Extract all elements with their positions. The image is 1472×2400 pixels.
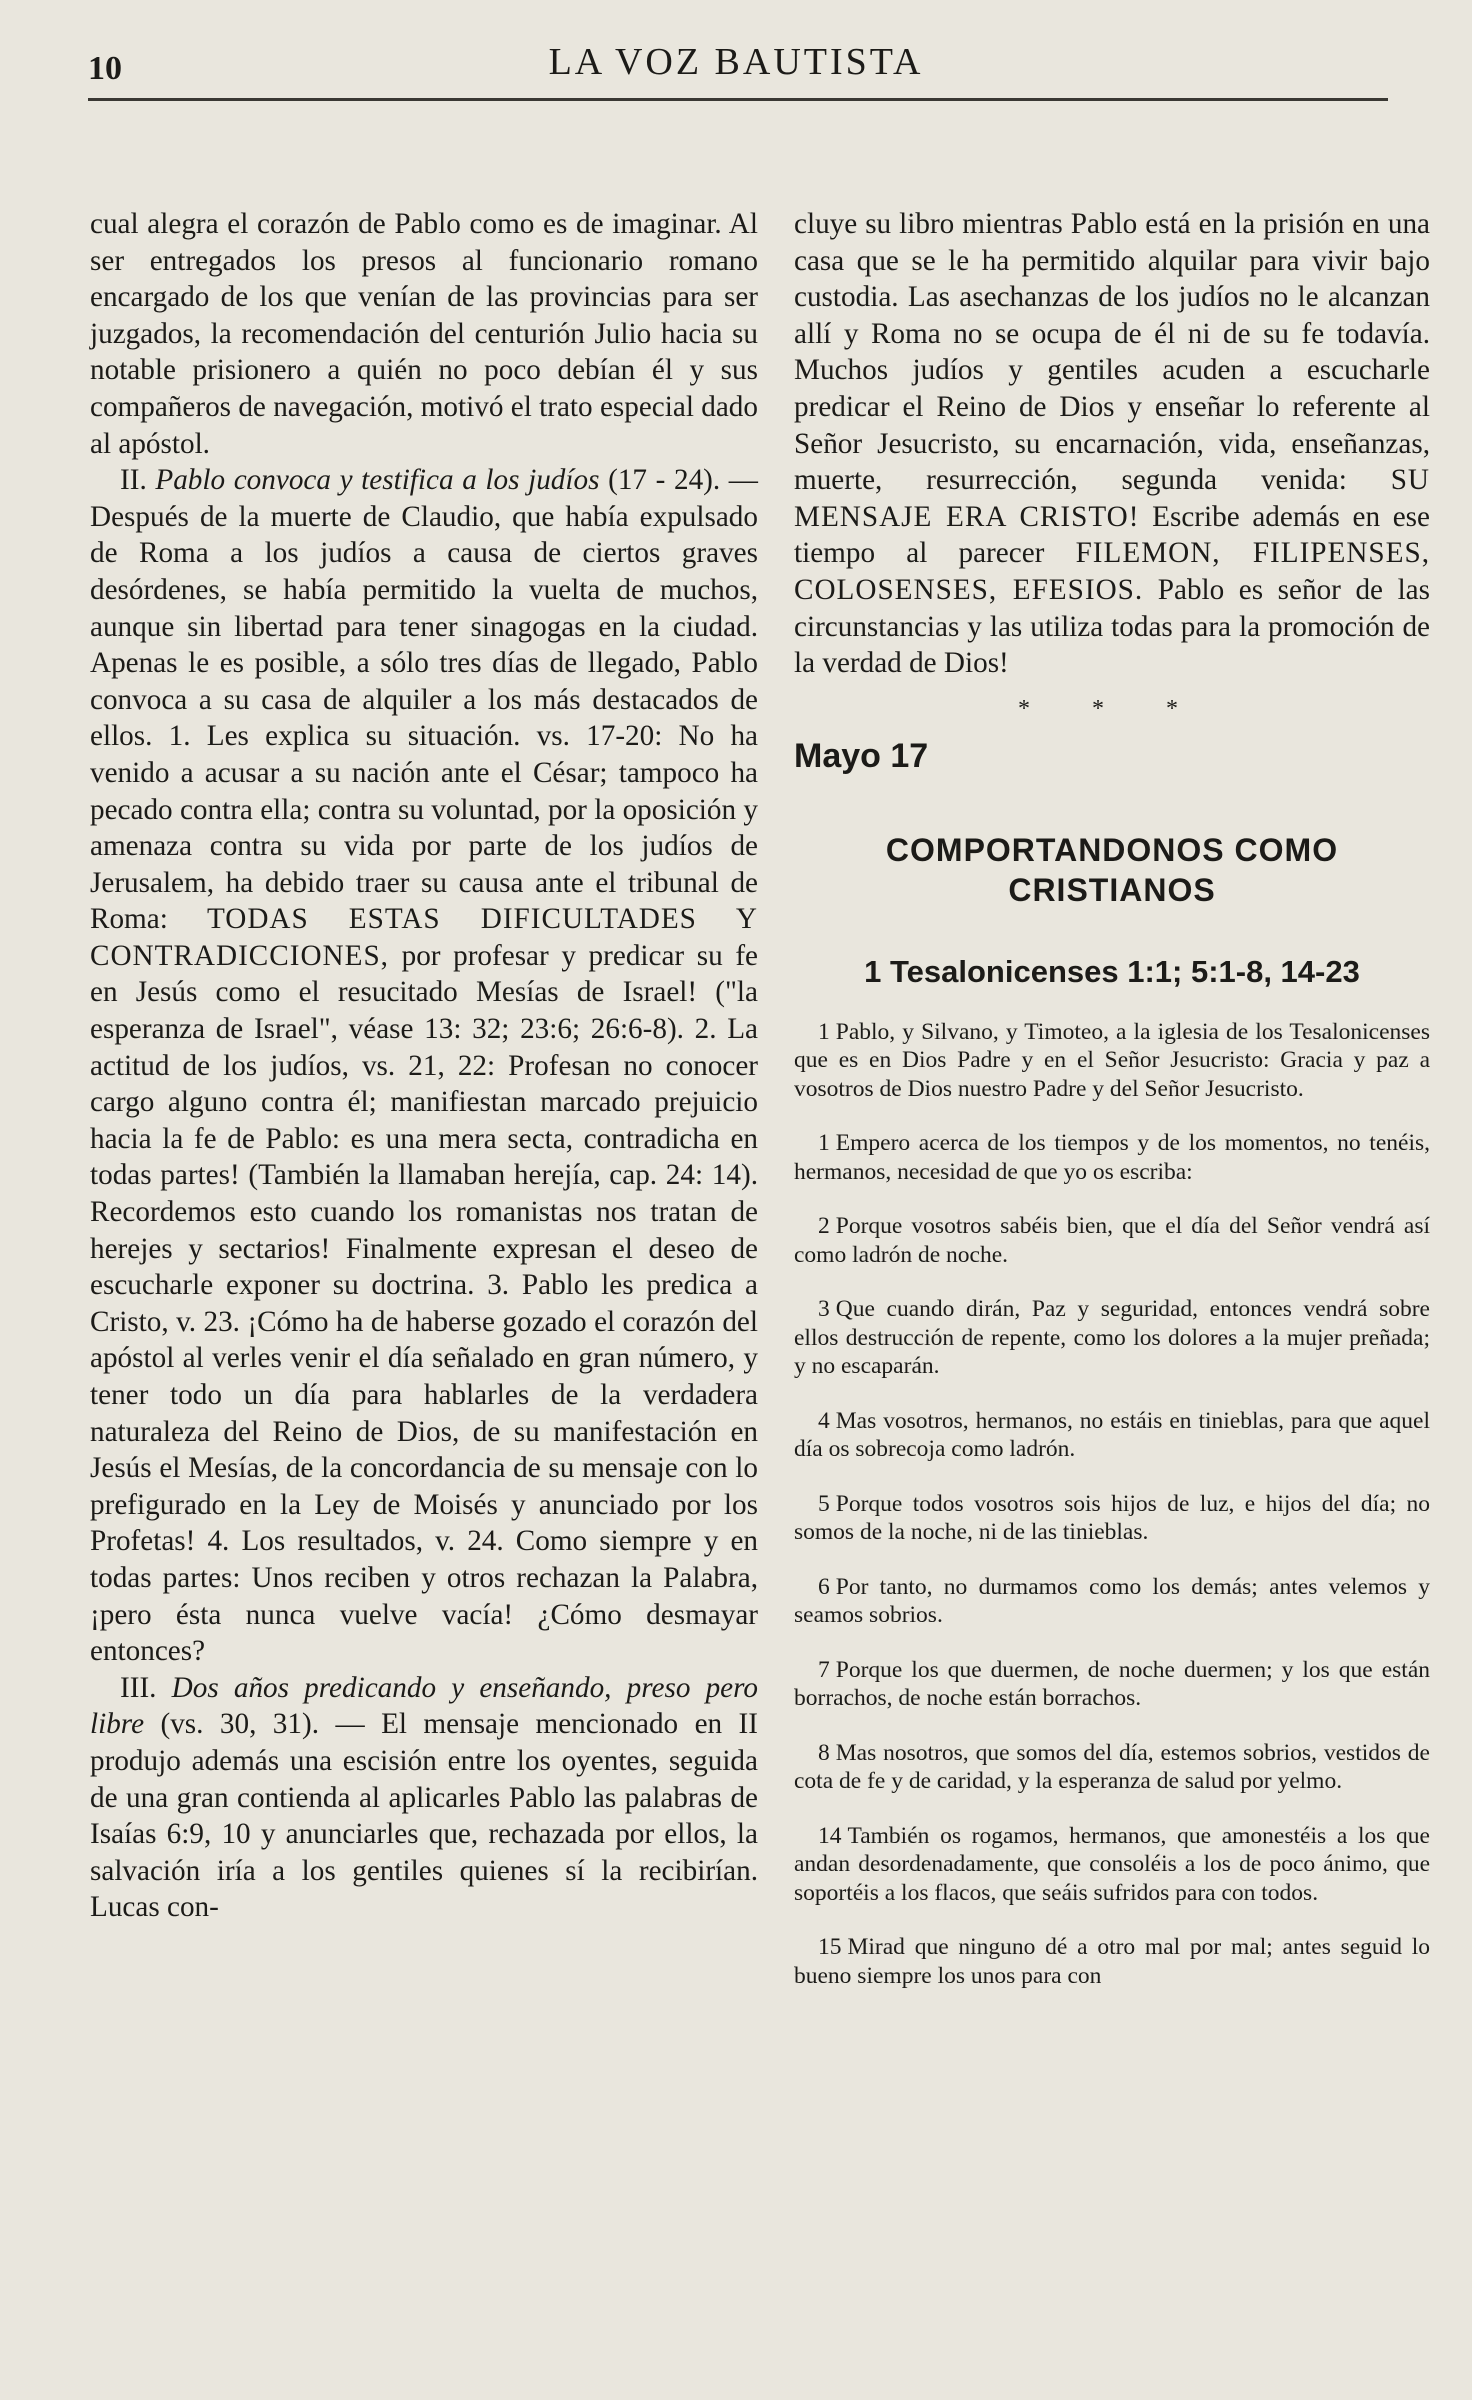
right-text-c: Pablo es señor de las circunstancias y las utiliza todas para la promoción de la verdad de Dios!	[794, 573, 1430, 680]
section-caps-ii: TODAS ESTAS DIFICULTADES Y CONTRADICCIONES,	[90, 903, 758, 972]
section-text-ii-b: por profesar y predicar su fe en Jesús como el resucitado Mesías de Israel! ("la esperanza de Israel", véase 13: 32; 23:6; 26:6-8). 2. La actitud de los judíos, vs. 21, 22: Profesan no conocer cargo alguno contra él; manifiestan marcado prejuicio hacia la fe de Pablo: es una mera secta, contradicha en todas partes! (También la llamaban herejía, cap. 24: 14). Recordemos esto cuando los romanistas nos tratan de herejes y sectarios! Finalmente expresan el deseo de escucharle exponer su doctrina. 3. Pablo les predica a Cristo, v. 23. ¡Cómo ha de haberse gozado el corazón del apóstol al verles venir el día señalado en gran número, y tener todo un día para hablarles de la verdadera naturaleza del Reino de Dios, de su manifestación en Jesús el Mesías, de la concordancia de su mensaje con lo prefigurado en la Ley de Moisés y anunciado por los Profetas! 4. Los resultados, v. 24. Como siempre y en todas partes: Unos reciben y otros rechazan la Palabra, ¡pero ésta nunca vuelve vacía! ¿Cómo desmayar entonces?	[90, 939, 759, 1668]
verse-text: Por tanto, no durmamos como los demás; antes velemos y seamos sobrios.	[794, 1573, 1430, 1629]
section-heading-iii: Dos años predicando y enseñando, preso pero libre	[90, 1671, 759, 1741]
scripture-reference: 1 Tesalonicenses 1:1; 5:1-8, 14-23	[864, 953, 1360, 989]
verse-text: Empero acerca de los tiempos y de los momentos, no tenéis, hermanos, necesidad de que yo os escriba:	[794, 1130, 1430, 1185]
header-rule	[88, 98, 1388, 101]
verse-text: También os rogamos, hermanos, que amonestéis a los que andan desordenadamente, que consoléis a los de poco ánimo, que soportéis a los flacos, que seáis sufridos para con todos.	[794, 1822, 1430, 1906]
right-caps-a: SU MENSAJE ERA CRISTO!	[794, 464, 1430, 533]
publication-title: LA VOZ BAUTISTA	[548, 41, 924, 83]
section-number-ii: II.	[120, 464, 147, 497]
verse	[794, 1933, 1430, 1990]
right-paragraph-1	[794, 206, 1430, 682]
section-text-ii-a: (17 - 24). — Después de la muerte de Claudio, que había expulsado de Roma a los judíos a causa de ciertos graves desórdenes, se había permitido la vuelta de muchos, aunque sin libertad para tener sinagogas en la ciudad. Apenas le es posible, a sólo tres días de llegado, Pablo convoca a su casa de alquiler a los más destacados de ellos. 1. Les explica su situación. vs. 17-20: No ha venido a acusar a su nación ante el César; tampoco ha pecado contra ella; contra su voluntad, por la oposición y amenaza contra su vida por parte de los judíos de Jerusalem, ha debido traer su causa ante el tribunal de Roma:	[90, 464, 758, 936]
left-paragraph-2	[90, 462, 758, 1670]
verse-number: 8	[818, 1739, 830, 1766]
section-ornament: * * *	[1018, 695, 1206, 722]
verse	[794, 1129, 1430, 1186]
date-heading: Mayo 17	[794, 736, 929, 775]
verse-number: 1	[818, 1018, 830, 1045]
verse	[794, 1295, 1430, 1381]
right-caps-b: FILEMON, FILIPENSES, COLOSENSES, EFESIOS.	[794, 537, 1431, 606]
verse-number: 6	[818, 1573, 830, 1600]
verse-number: 7	[818, 1656, 830, 1683]
section-text-iii: (vs. 30, 31). — El mensaje mencionado en II produjo además una escisión entre los oyentes, seguida de una gran contienda al aplicarles Pablo las palabras de Isaías 6:9, 10 y anunciarles que, rechazada por ellos, la salvación iría a los gentiles quienes sí la recibirían. Lucas con-	[90, 1708, 759, 1924]
verse	[794, 1573, 1430, 1630]
verse-text: Porque todos vosotros sois hijos de luz, e hijos del día; no somos de la noche, ni de las tinieblas.	[794, 1490, 1430, 1546]
verse-number: 14	[818, 1822, 842, 1849]
verse-number: 3	[818, 1296, 830, 1323]
verse-number: 5	[818, 1490, 830, 1517]
verse	[794, 1822, 1430, 1908]
verse-text: Porque vosotros sabéis bien, que el día del Señor vendrá así como ladrón de noche.	[794, 1213, 1430, 1268]
right-column	[794, 206, 1430, 2016]
verse	[794, 1656, 1430, 1713]
verse-text: Mirad que ninguno dé a otro mal por mal; antes seguid lo bueno siempre los unos para con	[794, 1934, 1430, 1989]
verse-number: 2	[818, 1213, 830, 1240]
verse	[794, 1490, 1430, 1547]
left-paragraph-1: cual alegra el corazón de Pablo como es de imaginar. Al ser entregados los presos al funcionario romano encargado de los que venían de las provincias para ser juzgados, la recomendación del centurión Julio hacia su notable prisionero a quién no poco debían él y sus compañeros de navegación, motivó el trato especial dado al apóstol.	[90, 208, 758, 460]
left-paragraph-3	[90, 1670, 758, 1926]
lesson-title: COMPORTANDONOS COMO CRISTIANOS	[885, 831, 1339, 908]
verse-text: Que cuando dirán, Paz y seguridad, entonces vendrá sobre ellos destrucción de repente, como los dolores a la mujer preñada; y no escaparán.	[794, 1296, 1430, 1380]
verse-text: Pablo, y Silvano, y Timoteo, a la iglesia de los Tesalonicenses que es en Dios Padre y en el Señor Jesucristo: Gracia y paz a vosotros de Dios nuestro Padre y del Señor Jesucristo.	[794, 1018, 1430, 1102]
verse	[794, 1407, 1430, 1464]
verse-number: 1	[818, 1130, 830, 1157]
verse	[794, 1018, 1430, 1104]
verse	[794, 1739, 1430, 1796]
section-heading-ii: Pablo convoca y testifica a los judíos	[155, 464, 600, 497]
right-text-b: Escribe además en ese tiempo al parecer	[794, 500, 1430, 570]
page-number: 10	[88, 50, 122, 87]
verse-text: Mas nosotros, que somos del día, estemos sobrios, vestidos de cota de fe y de caridad, y la esperanza de salud por yelmo.	[794, 1739, 1430, 1795]
verse-text: Porque los que duermen, de noche duermen; y los que están borrachos, de noche están borrachos.	[794, 1656, 1430, 1712]
verse-number: 15	[818, 1934, 842, 1961]
verse-text: Mas vosotros, hermanos, no estáis en tinieblas, para que aquel día os sobrecoja como ladrón.	[794, 1407, 1430, 1463]
verse-number: 4	[818, 1407, 830, 1434]
right-text-a: cluye su libro mientras Pablo está en la prisión en una casa que se le ha permitido alquilar para vivir bajo custodia. Las asechanzas de los judíos no le alcanzan allí y Roma no se ocupa de él ni de su fe todavía. Muchos judíos y gentiles acuden a escucharle predicar el Reino de Dios y enseñar lo referente al Señor Jesucristo, su encarnación, vida, enseñanzas, muerte, resurrección, segunda venida:	[794, 208, 1430, 497]
section-number-iii: III.	[120, 1671, 157, 1704]
verse	[794, 1212, 1430, 1269]
left-column	[90, 206, 758, 1926]
